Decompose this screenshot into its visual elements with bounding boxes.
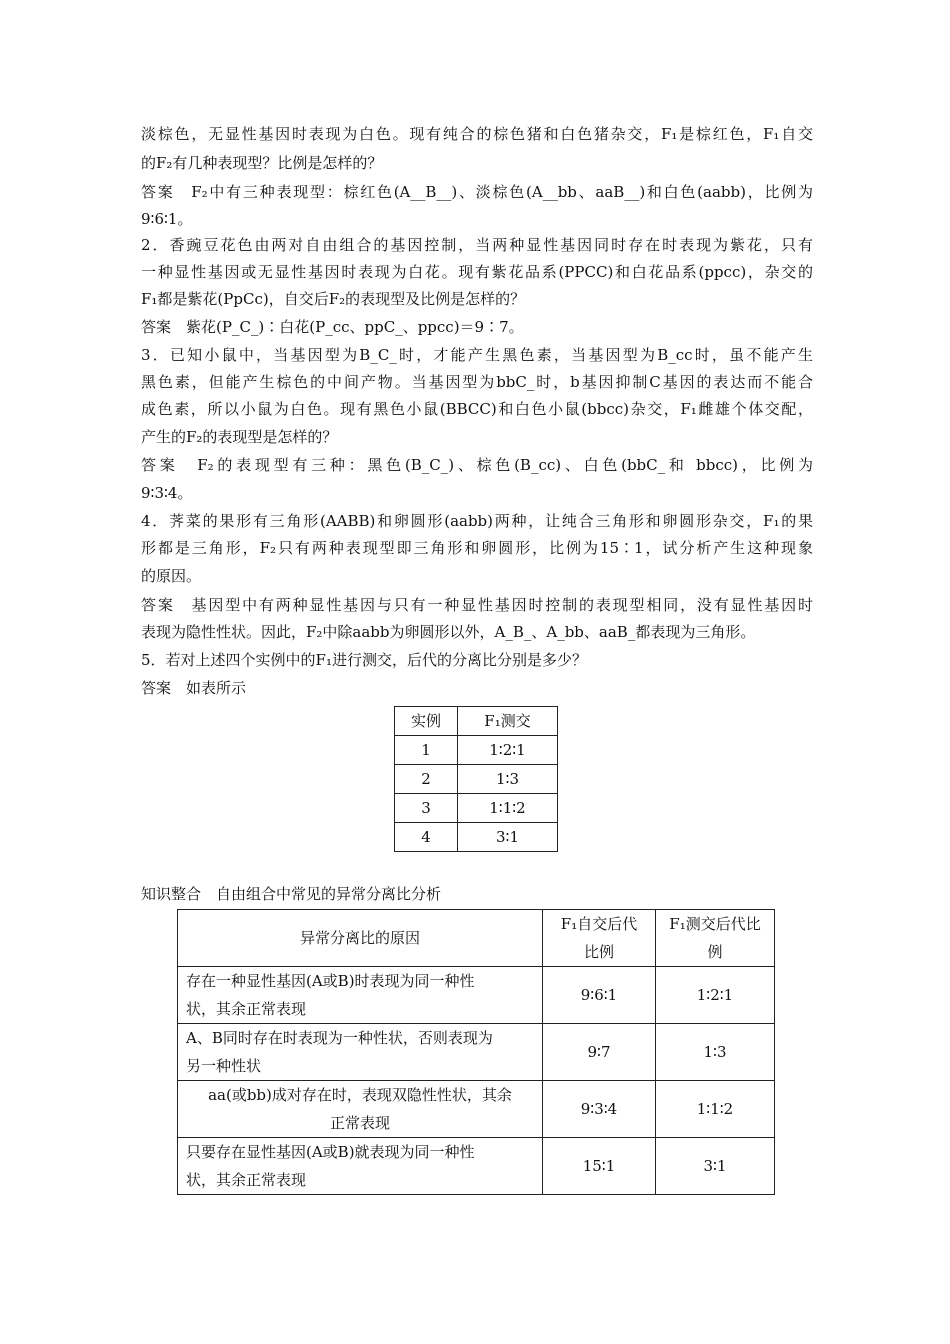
table-cell: 1∶2∶1: [458, 736, 558, 765]
text-line: 答案 基因型中有两种显性基因与只有一种显性基因时控制的表现型相同，没有显性基因时: [141, 596, 813, 614]
table-cell: 3∶1: [656, 1138, 775, 1195]
text-line: 成色素，所以小鼠为白色。现有黑色小鼠(BBCC)和白色小鼠(bbcc)杂交，F₁雌雄个体交配，: [141, 400, 813, 418]
text-line: 答案 紫花(P_C_)∶白花(P_cc、ppC_、ppcc)＝9∶7。: [141, 318, 524, 336]
table-cell: 9∶7: [543, 1024, 656, 1081]
table-row: [178, 1138, 775, 1195]
table-cell: 1∶1∶2: [656, 1081, 775, 1138]
table-header-cell: 实例: [395, 707, 458, 736]
table-cell: 3∶1: [458, 823, 558, 852]
table-cell: 9∶6∶1: [543, 967, 656, 1024]
text-line: 的F₂有几种表现型？比例是怎样的？: [141, 154, 383, 172]
text-line: 答案 F₂中有三种表现型：棕红色(A__B__)、淡棕色(A__bb、aaB__)和白色(aabb)，比例为: [141, 183, 813, 201]
text-line: 表现为隐性性状。因此，F₂中除aabb为卵圆形以外，A_B_、A_bb、aaB_都表现为三角形。: [141, 623, 756, 641]
table-cell: 3: [395, 794, 458, 823]
table-cell: 1: [395, 736, 458, 765]
table-row: [178, 967, 775, 1024]
text-line: 5．若对上述四个实例中的F₁进行测交，后代的分离比分别是多少？: [141, 651, 587, 669]
text-line: 9∶3∶4。: [141, 484, 193, 502]
text-line: 的原因。: [141, 567, 202, 585]
table-cell: 存在一种显性基因(A或B)时表现为同一种性 状，其余正常表现: [178, 967, 543, 1024]
table-row: [395, 736, 558, 765]
text-line: 黑色素，但能产生棕色的中间产物。当基因型为bbC_时，b基因抑制C基因的表达而不能合: [141, 373, 813, 391]
table-cell: 2: [395, 765, 458, 794]
text-line: 9∶6∶1。: [141, 210, 193, 228]
text-line: 淡棕色，无显性基因时表现为白色。现有纯合的棕色猪和白色猪杂交，F₁是棕红色，F₁自交: [141, 125, 813, 143]
text-line: 产生的F₂的表现型是怎样的？: [141, 428, 338, 446]
table-cell: 1∶2∶1: [656, 967, 775, 1024]
testcross-table: [394, 706, 558, 852]
table-header-row: [178, 910, 775, 967]
table-row: [395, 765, 558, 794]
table-row: [395, 823, 558, 852]
table-header-cell: F₁测交: [458, 707, 558, 736]
table-cell: aa(或bb)成对存在时，表现双隐性性状，其余 正常表现: [178, 1081, 543, 1138]
table-header-cell: 异常分离比的原因: [178, 910, 543, 967]
table-cell: 1∶3: [656, 1024, 775, 1081]
text-line: F₁都是紫花(PpCc)，自交后F₂的表现型及比例是怎样的？: [141, 290, 526, 308]
text-line: 3．已知小鼠中，当基因型为B_C_时，才能产生黑色素，当基因型为B_cc时，虽不能产生: [141, 346, 813, 364]
table-header-cell: F₁测交后代比 例: [656, 910, 775, 967]
table-row: [395, 794, 558, 823]
table-row: [178, 1024, 775, 1081]
table-header-row: [395, 707, 558, 736]
table-header-cell: F₁自交后代 比例: [543, 910, 656, 967]
table-cell: 4: [395, 823, 458, 852]
table-cell: 9∶3∶4: [543, 1081, 656, 1138]
text-line: 一种显性基因或无显性基因时表现为白花。现有紫花品系(PPCC)和白花品系(ppcc)，杂交的: [141, 263, 813, 281]
table-cell: 只要存在显性基因(A或B)就表现为同一种性 状，其余正常表现: [178, 1138, 543, 1195]
table-row: [178, 1081, 775, 1138]
text-line: 形都是三角形，F₂只有两种表现型即三角形和卵圆形，比例为15∶1，试分析产生这种现象: [141, 539, 813, 557]
table-cell: 1∶1∶2: [458, 794, 558, 823]
table-cell: A、B同时存在时表现为一种性状，否则表现为 另一种性状: [178, 1024, 543, 1081]
text-line: 答案 F₂的表现型有三种：黑色(B_C_)、棕色(B_cc)、白色(bbC_和 bbcc)，比例为: [141, 456, 813, 474]
text-line: 答案 如表所示: [141, 679, 247, 697]
abnormal-ratio-table: [177, 909, 775, 1195]
table-cell: 15∶1: [543, 1138, 656, 1195]
text-line: 2．香豌豆花色由两对自由组合的基因控制，当两种显性基因同时存在时表现为紫花，只有: [141, 236, 813, 254]
section-title: 知识整合 自由组合中常见的异常分离比分析: [141, 885, 442, 903]
text-line: 4．荠菜的果形有三角形(AABB)和卵圆形(aabb)两种，让纯合三角形和卵圆形杂交，F₁的果: [141, 512, 813, 530]
table-cell: 1∶3: [458, 765, 558, 794]
